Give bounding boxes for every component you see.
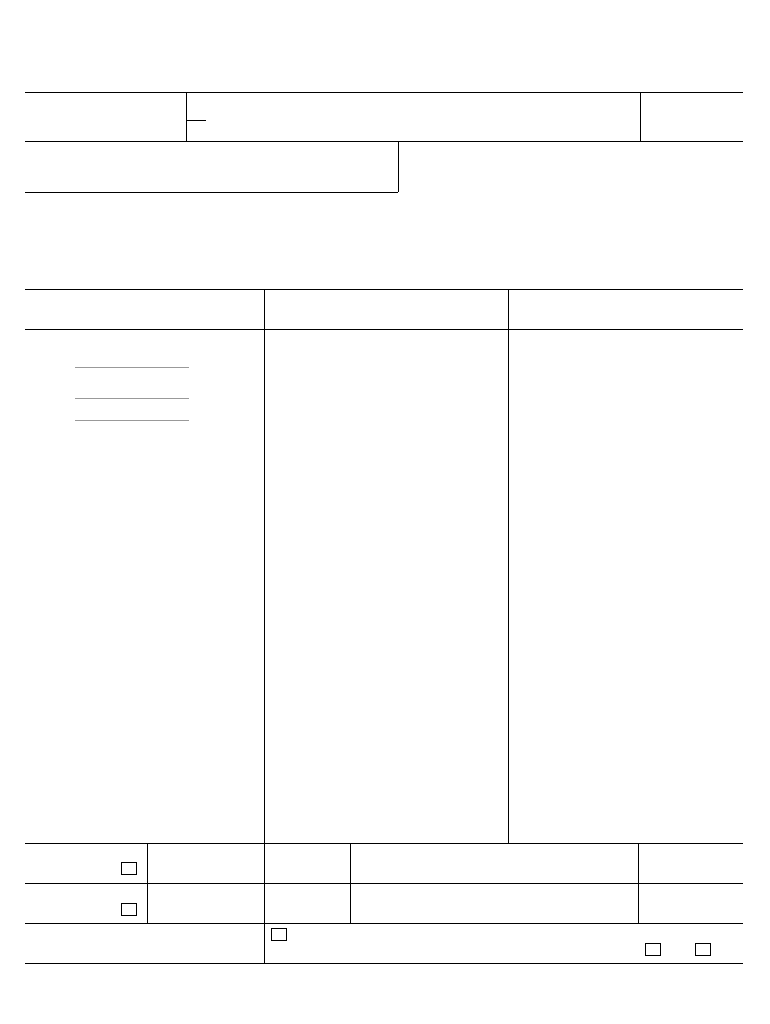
no-checkbox[interactable] xyxy=(695,943,711,956)
reviewed-state-checkbox[interactable] xyxy=(121,862,137,875)
yes-checkbox[interactable] xyxy=(645,943,661,956)
uncorrected-checkbox[interactable] xyxy=(271,928,287,941)
reviewed-cms-checkbox[interactable] xyxy=(121,903,137,916)
